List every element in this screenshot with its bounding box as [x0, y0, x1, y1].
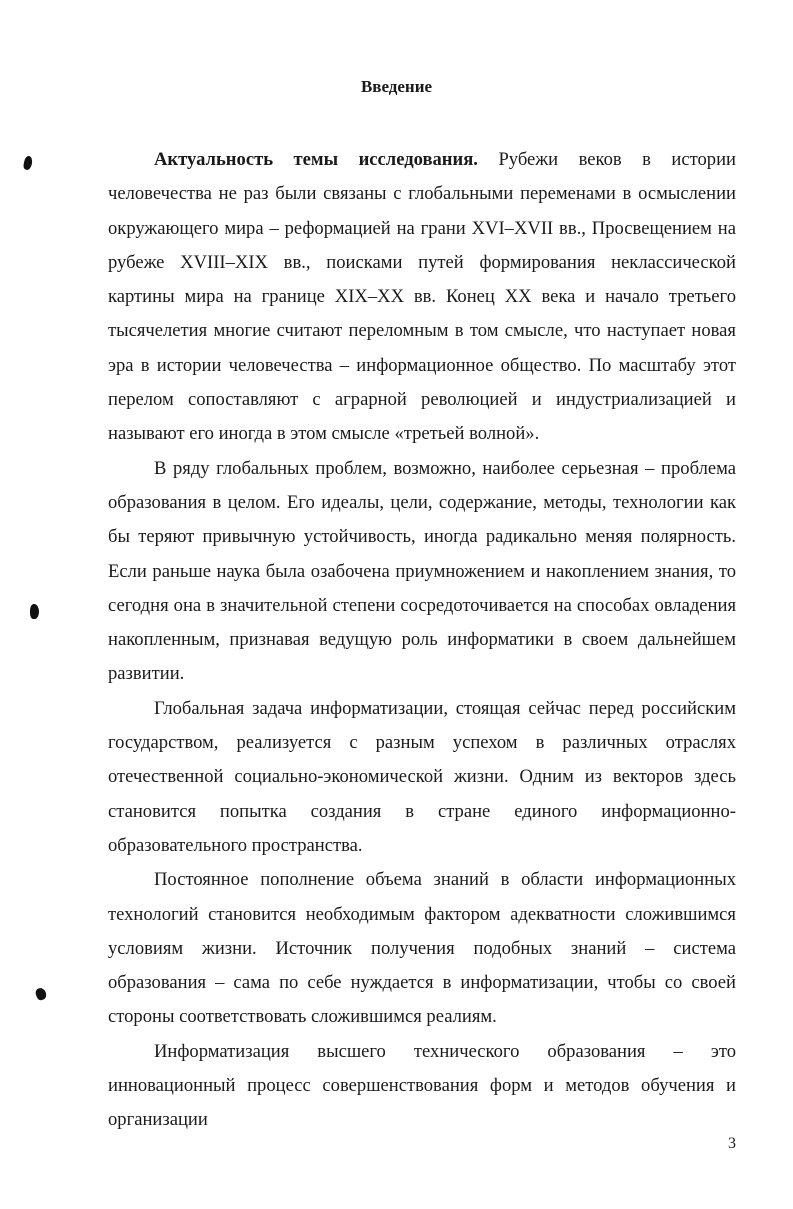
- paragraph-text: Постоянное пополнение объема знаний в области информационных технологий становится необходимым фактором адекватности сложившимся условиям жизни. Источник получения подобных знаний – система образования – сама по себе нуждается в информатизации, чтобы со своей стороны соответствовать сложившимся реалиям.: [108, 869, 736, 1028]
- paragraph: [108, 692, 736, 863]
- paragraph-text: Информатизация высшего технического образования – это инновационный процесс совершенствования форм и методов обучения и организации: [108, 1040, 736, 1131]
- paragraph: [108, 863, 736, 1034]
- paragraph-text: В ряду глобальных проблем, возможно, наиболее серьезная – проблема образования в целом. Его идеалы, цели, содержание, методы, технологии как бы теряют привычную устойчивость, иногда радикально меняя полярность. Если раньше наука была озабочена приумножением и накоплением знания, то сегодня она в значительной степени сосредоточивается на способах овладения накопленным, признавая ведущую роль информатики в своем дальнейшем развитии.: [108, 457, 736, 685]
- paragraph-text: Рубежи веков в истории человечества не раз были связаны с глобальными переменами в осмыслении окружающего мира – реформацией на грани XVI–XVII вв., Просвещением на рубеже XVIII–XIX вв., поисками путей формирования неклассической картины мира на границе XIX–XX вв. Конец XX века и начало третьего тысячелетия многие считают переломным в том смысле, что наступает новая эра в истории человечества – информационное общество. По масштабу этот перелом сопоставляют с аграрной революцией и индустриализацией и называют его иногда в этом смысле «третьей волной».: [108, 149, 736, 445]
- paragraph-text: Глобальная задача информатизации, стоящая сейчас перед российским государством, реализуется с разным успехом в различных отраслях отечественной социально-экономической жизни. Одним из векторов здесь становится попытка создания в стране единого информационно-образовательного пространства.: [108, 697, 736, 856]
- page-number: 3: [728, 1135, 736, 1152]
- paragraph: [108, 452, 736, 692]
- scan-mark: [34, 987, 48, 1002]
- scan-mark: [30, 604, 39, 619]
- page-title: Введение: [360, 77, 433, 96]
- paragraph: [108, 143, 736, 452]
- paragraph: [108, 1035, 736, 1138]
- paragraph-lead: Актуальность темы исследования.: [154, 149, 478, 170]
- scan-mark: [23, 155, 34, 170]
- document-body: [108, 143, 736, 1138]
